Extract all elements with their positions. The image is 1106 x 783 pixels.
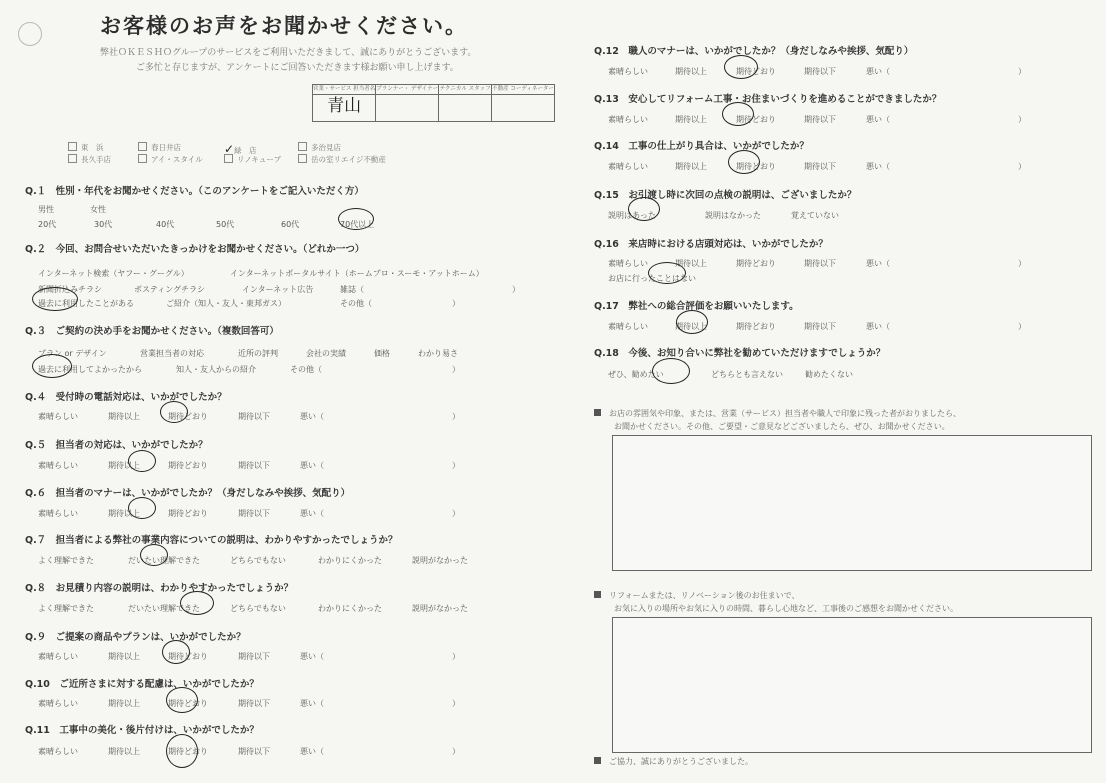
answer-option[interactable]: だいたい理解できた — [128, 556, 200, 565]
answer-circle-mark — [32, 287, 78, 311]
answer-option[interactable]: 期待以下 — [804, 115, 836, 124]
answer-option[interactable]: 悪い（ — [866, 162, 890, 171]
answer-option[interactable]: 期待どおり — [168, 747, 208, 756]
answer-option[interactable]: どちらとも言えない — [711, 370, 783, 379]
answer-circle-mark — [160, 401, 188, 423]
answer-option[interactable]: よく理解できた — [38, 604, 94, 613]
question-label: Q.15 お引渡し時に次回の点検の説明は、ございましたか？ — [594, 190, 857, 201]
answer-option[interactable]: 悪い（ — [300, 461, 324, 470]
answer-option[interactable]: 期待以下 — [238, 747, 270, 756]
answer-option[interactable]: プラン or デザイン — [38, 349, 107, 358]
answer-option[interactable]: 価格 — [374, 349, 390, 358]
answer-option[interactable]: ぜひ、勧めたい — [608, 370, 664, 379]
answer-option[interactable]: 説明はあった — [608, 211, 656, 220]
answer-circle-mark — [338, 208, 374, 230]
answer-option[interactable]: 期待以下 — [238, 652, 270, 661]
answer-option[interactable]: 期待どおり — [168, 461, 208, 470]
staff-header-technical: テクニカル スタッフ — [439, 85, 492, 95]
question-label: Q.10 ご近所さまに対する配慮は、いかがでしたか？ — [25, 679, 259, 690]
answer-option[interactable]: 30代 — [94, 220, 113, 229]
store-option[interactable]: 長久手店 — [68, 154, 111, 165]
checkbox-icon — [68, 142, 77, 151]
answer-option[interactable]: 営業担当者の対応 — [140, 349, 204, 358]
answer-bracket: ） — [452, 299, 460, 308]
answer-option[interactable]: 悪い（ — [866, 115, 890, 124]
answer-circle-mark — [128, 497, 156, 519]
answer-option[interactable]: どちらでもない — [230, 556, 286, 565]
footer-thanks: ご協力、誠にありがとうございました。 — [594, 756, 753, 767]
staff-empty-cell[interactable] — [492, 95, 555, 122]
answer-option[interactable]: お店に行ったことはない — [608, 274, 696, 283]
answer-circle-mark — [648, 262, 686, 284]
answer-option[interactable]: 60代 — [281, 220, 300, 229]
store-option-checked[interactable]: ✓緑 店 — [224, 142, 257, 156]
answer-circle-mark — [728, 150, 760, 174]
answer-circle-mark — [628, 197, 660, 221]
store-option[interactable]: 岳の室リエイジ不動産 — [298, 154, 386, 165]
store-option[interactable]: 多治見店 — [298, 142, 341, 153]
answer-bracket: ） — [1018, 162, 1026, 171]
answer-bracket: ） — [1018, 115, 1026, 124]
answer-option[interactable]: インターネット広告 — [242, 285, 314, 294]
question-label: Q.17 弊社への総合評価をお願いいたします。 — [594, 301, 799, 312]
answer-option[interactable]: 期待以下 — [238, 412, 270, 421]
answer-option[interactable]: その他（ — [290, 365, 322, 374]
staff-name-cell[interactable] — [313, 95, 376, 122]
answer-bracket: ） — [512, 285, 520, 294]
answer-option[interactable]: 説明がなかった — [412, 604, 468, 613]
answer-option[interactable]: 悪い（ — [866, 67, 890, 76]
answer-option[interactable]: 過去に利用したことがある — [38, 299, 134, 308]
answer-option[interactable]: 期待以上 — [108, 747, 140, 756]
staff-empty-cell[interactable] — [376, 95, 439, 122]
company-logo-icon — [18, 22, 42, 46]
page-title: お客様のお声をお聞かせください。 — [100, 13, 468, 38]
answer-option[interactable]: 素晴らしい — [608, 115, 648, 124]
answer-circle-mark — [162, 640, 190, 664]
answer-option[interactable]: インターネット検索（ヤフー・グーグル） — [38, 269, 189, 278]
check-mark-icon: ✓ — [224, 142, 235, 156]
answer-option[interactable]: 素晴らしい — [38, 747, 78, 756]
answer-bracket: ） — [452, 652, 460, 661]
question-label: Q.２ 今回、お問合せいただいたきっかけをお聞かせください。（どれか一つ） — [25, 244, 365, 255]
question-label: Q.９ ご提案の商品やプランは、いかがでしたか？ — [25, 632, 246, 643]
checkbox-icon — [298, 142, 307, 151]
staff-header-realestate: 不動産 コーディネーター — [492, 85, 555, 95]
answer-option[interactable]: 説明はなかった — [705, 211, 761, 220]
comment-box-2[interactable] — [612, 617, 1092, 753]
answer-option[interactable]: 悪い（ — [300, 747, 324, 756]
answer-option[interactable]: 期待どおり — [168, 699, 208, 708]
answer-option[interactable]: だいたい理解できた — [128, 604, 200, 613]
question-label: Q.８ お見積り内容の説明は、わかりやすかったでしょうか？ — [25, 583, 294, 594]
answer-option[interactable]: 期待以上 — [675, 67, 707, 76]
answer-option[interactable]: 悪い（ — [300, 652, 324, 661]
question-label: Q.18 今後、お知り合いに弊社を勧めていただけますでしょうか？ — [594, 348, 886, 359]
answer-option[interactable]: 悪い（ — [300, 412, 324, 421]
answer-option[interactable]: 近所の評判 — [238, 349, 278, 358]
answer-option[interactable]: 期待以下 — [804, 67, 836, 76]
intro-line-1: 弊社ＯＫＥＳＨＯグループのサービスをご利用いただきまして、誠にありがとうございます。 — [100, 48, 477, 58]
answer-option[interactable]: 素晴らしい — [608, 322, 648, 331]
checkbox-icon — [138, 142, 147, 151]
answer-circle-mark — [128, 450, 156, 472]
checkbox-icon — [68, 154, 77, 163]
answer-option[interactable]: 男性 — [38, 205, 54, 214]
store-option[interactable]: 春日井店 — [138, 142, 181, 153]
store-option[interactable]: 東 浜 — [68, 142, 104, 153]
answer-option[interactable]: 70代以上 — [340, 220, 375, 229]
answer-option[interactable]: 素晴らしい — [608, 162, 648, 171]
staff-empty-cell[interactable] — [439, 95, 492, 122]
answer-option[interactable]: 期待どおり — [736, 162, 776, 171]
answer-option[interactable]: 悪い（ — [866, 259, 890, 268]
answer-option[interactable]: わかりにくかった — [318, 604, 382, 613]
checkbox-icon — [298, 154, 307, 163]
answer-option[interactable]: 素晴らしい — [38, 699, 78, 708]
answer-circle-mark — [652, 358, 690, 384]
answer-circle-mark — [722, 102, 754, 126]
answer-option[interactable]: 期待どおり — [736, 115, 776, 124]
checkbox-icon — [224, 154, 233, 163]
answer-bracket: ） — [1018, 322, 1026, 331]
answer-option[interactable]: 悪い（ — [300, 699, 324, 708]
staff-header-sales: 営業・サービス 担当者名 — [313, 85, 376, 95]
answer-circle-mark — [724, 55, 758, 79]
answer-option[interactable]: 勧めたくない — [805, 370, 853, 379]
answer-bracket: ） — [452, 509, 460, 518]
free-prompt-2: リフォームまたは、リノベーション後のお住まいで、 — [594, 590, 799, 601]
free-prompt-1: お店の雰囲気や印象、または、営業（サービス）担当者や職人で印象に残った者がおりましたら、 — [594, 408, 961, 419]
question-label: Q.13 安心してリフォーム工事・お住まいづくりを進めることができましたか？ — [594, 94, 942, 105]
handwritten-staff-name: 青山 — [327, 95, 362, 116]
answer-option[interactable]: 期待どおり — [736, 259, 776, 268]
answer-option[interactable]: 知人・友人からの紹介 — [176, 365, 256, 374]
square-bullet-icon — [594, 409, 601, 416]
answer-option[interactable]: 期待以下 — [238, 461, 270, 470]
answer-option[interactable]: 女性 — [90, 205, 106, 214]
checkbox-icon — [138, 154, 147, 163]
question-label: Q.１ 性別・年代をお聞かせください。（このアンケートをご記入いただく方） — [25, 186, 364, 197]
question-label: Q.12 職人のマナーは、いかがでしたか？（身だしなみや挨拶、気配り） — [594, 46, 914, 57]
answer-bracket: ） — [452, 747, 460, 756]
answer-option[interactable]: 期待以上 — [108, 412, 140, 421]
answer-bracket: ） — [1018, 67, 1026, 76]
answer-bracket: ） — [452, 461, 460, 470]
answer-circle-mark — [32, 354, 72, 378]
answer-option[interactable]: どちらでもない — [230, 604, 286, 613]
answer-option[interactable]: 覚えていない — [791, 211, 839, 220]
answer-option[interactable]: 説明がなかった — [412, 556, 468, 565]
answer-option[interactable]: 期待どおり — [168, 509, 208, 518]
answer-circle-mark — [166, 734, 198, 768]
answer-option[interactable]: 期待以上 — [675, 322, 707, 331]
answer-option[interactable]: 悪い（ — [300, 509, 324, 518]
intro-line-2: ご多忙と存じますが、アンケートにご回答いただきます様お願い申し上げます。 — [136, 63, 459, 73]
answer-option[interactable]: わかり易さ — [418, 349, 458, 358]
comment-box-1[interactable] — [612, 435, 1092, 571]
answer-option[interactable]: 期待どおり — [736, 322, 776, 331]
question-label: Q.６ 担当者のマナーは、いかがでしたか？（身だしなみや挨拶、気配り） — [25, 488, 351, 499]
answer-bracket: ） — [1018, 259, 1026, 268]
answer-option[interactable]: 素晴らしい — [608, 259, 648, 268]
question-label: Q.16 来店時における店頭対応は、いかがでしたか？ — [594, 239, 828, 250]
answer-option[interactable]: ご紹介（知人・友人・東邦ガス） — [166, 299, 286, 308]
answer-option[interactable]: 素晴らしい — [608, 67, 648, 76]
answer-option[interactable]: 期待どおり — [736, 67, 776, 76]
answer-option[interactable]: 素晴らしい — [38, 509, 78, 518]
answer-option[interactable]: 期待どおり — [168, 412, 208, 421]
answer-circle-mark — [166, 687, 198, 713]
answer-option[interactable]: 期待以上 — [108, 652, 140, 661]
square-bullet-icon — [594, 757, 601, 764]
answer-bracket: ） — [452, 365, 460, 374]
answer-option[interactable]: 過去に利用してよかったから — [38, 365, 142, 374]
answer-option[interactable]: 期待以下 — [238, 509, 270, 518]
answer-option[interactable]: 素晴らしい — [38, 652, 78, 661]
staff-header-planner: プランナー・ デザイナー — [376, 85, 439, 95]
answer-option[interactable]: 40代 — [156, 220, 175, 229]
answer-option[interactable]: 20代 — [38, 220, 57, 229]
answer-option[interactable]: よく理解できた — [38, 556, 94, 565]
answer-option[interactable]: 期待以上 — [108, 461, 140, 470]
answer-option[interactable]: わかりにくかった — [318, 556, 382, 565]
answer-option[interactable]: 期待以上 — [675, 115, 707, 124]
answer-option[interactable]: 素晴らしい — [38, 412, 78, 421]
answer-option[interactable]: 会社の実績 — [306, 349, 346, 358]
question-label: Q.４ 受付時の電話対応は、いかがでしたか？ — [25, 392, 227, 403]
question-label: Q.７ 担当者による弊社の事業内容についての説明は、わかりやすかったでしょうか？ — [25, 535, 398, 546]
square-bullet-icon — [594, 591, 601, 598]
answer-option[interactable]: 期待どおり — [168, 652, 208, 661]
question-label: Q.５ 担当者の対応は、いかがでしたか？ — [25, 440, 208, 451]
answer-option[interactable]: 悪い（ — [866, 322, 890, 331]
store-option[interactable]: アイ・スタイル — [138, 154, 203, 165]
answer-bracket: ） — [452, 412, 460, 421]
answer-circle-mark — [676, 310, 708, 334]
answer-option[interactable]: その他（ — [340, 299, 372, 308]
answer-circle-mark — [140, 544, 168, 566]
staff-table — [312, 84, 555, 122]
answer-option[interactable]: 期待以下 — [804, 322, 836, 331]
answer-option[interactable]: 期待以下 — [238, 699, 270, 708]
answer-option[interactable]: 新聞折込みチラシ — [38, 285, 102, 294]
store-option[interactable]: リノキューブ — [224, 154, 281, 165]
answer-option[interactable]: 期待以上 — [675, 259, 707, 268]
answer-option[interactable]: 雑誌（ — [340, 285, 364, 294]
free-prompt-1b: お聞かせください。その他、ご要望・ご意見などございましたら、ぜひ、お聞かせください。 — [614, 422, 950, 431]
answer-bracket: ） — [452, 699, 460, 708]
answer-option[interactable]: 期待以下 — [804, 162, 836, 171]
answer-option[interactable]: インターネットポータルサイト（ホームプロ・スーモ・アットホーム） — [230, 269, 484, 278]
question-label: Q.14 工事の仕上がり具合は、いかがでしたか？ — [594, 141, 809, 152]
free-prompt-2b: お気に入りの場所やお気に入りの時間、暮らし心地など、工事後のご感想をお聞かせください。 — [614, 604, 958, 613]
answer-option[interactable]: 素晴らしい — [38, 461, 78, 470]
answer-option[interactable]: 期待以下 — [804, 259, 836, 268]
answer-option[interactable]: ポスティングチラシ — [134, 285, 206, 294]
answer-option[interactable]: 期待以上 — [108, 699, 140, 708]
answer-option[interactable]: 50代 — [216, 220, 235, 229]
answer-option[interactable]: 期待以上 — [108, 509, 140, 518]
answer-option[interactable]: 期待以上 — [675, 162, 707, 171]
question-label: Q.３ ご契約の決め手をお聞かせください。（複数回答可） — [25, 326, 279, 337]
question-label: Q.11 工事中の美化・後片付けは、いかがでしたか？ — [25, 725, 259, 736]
answer-circle-mark — [180, 591, 214, 615]
